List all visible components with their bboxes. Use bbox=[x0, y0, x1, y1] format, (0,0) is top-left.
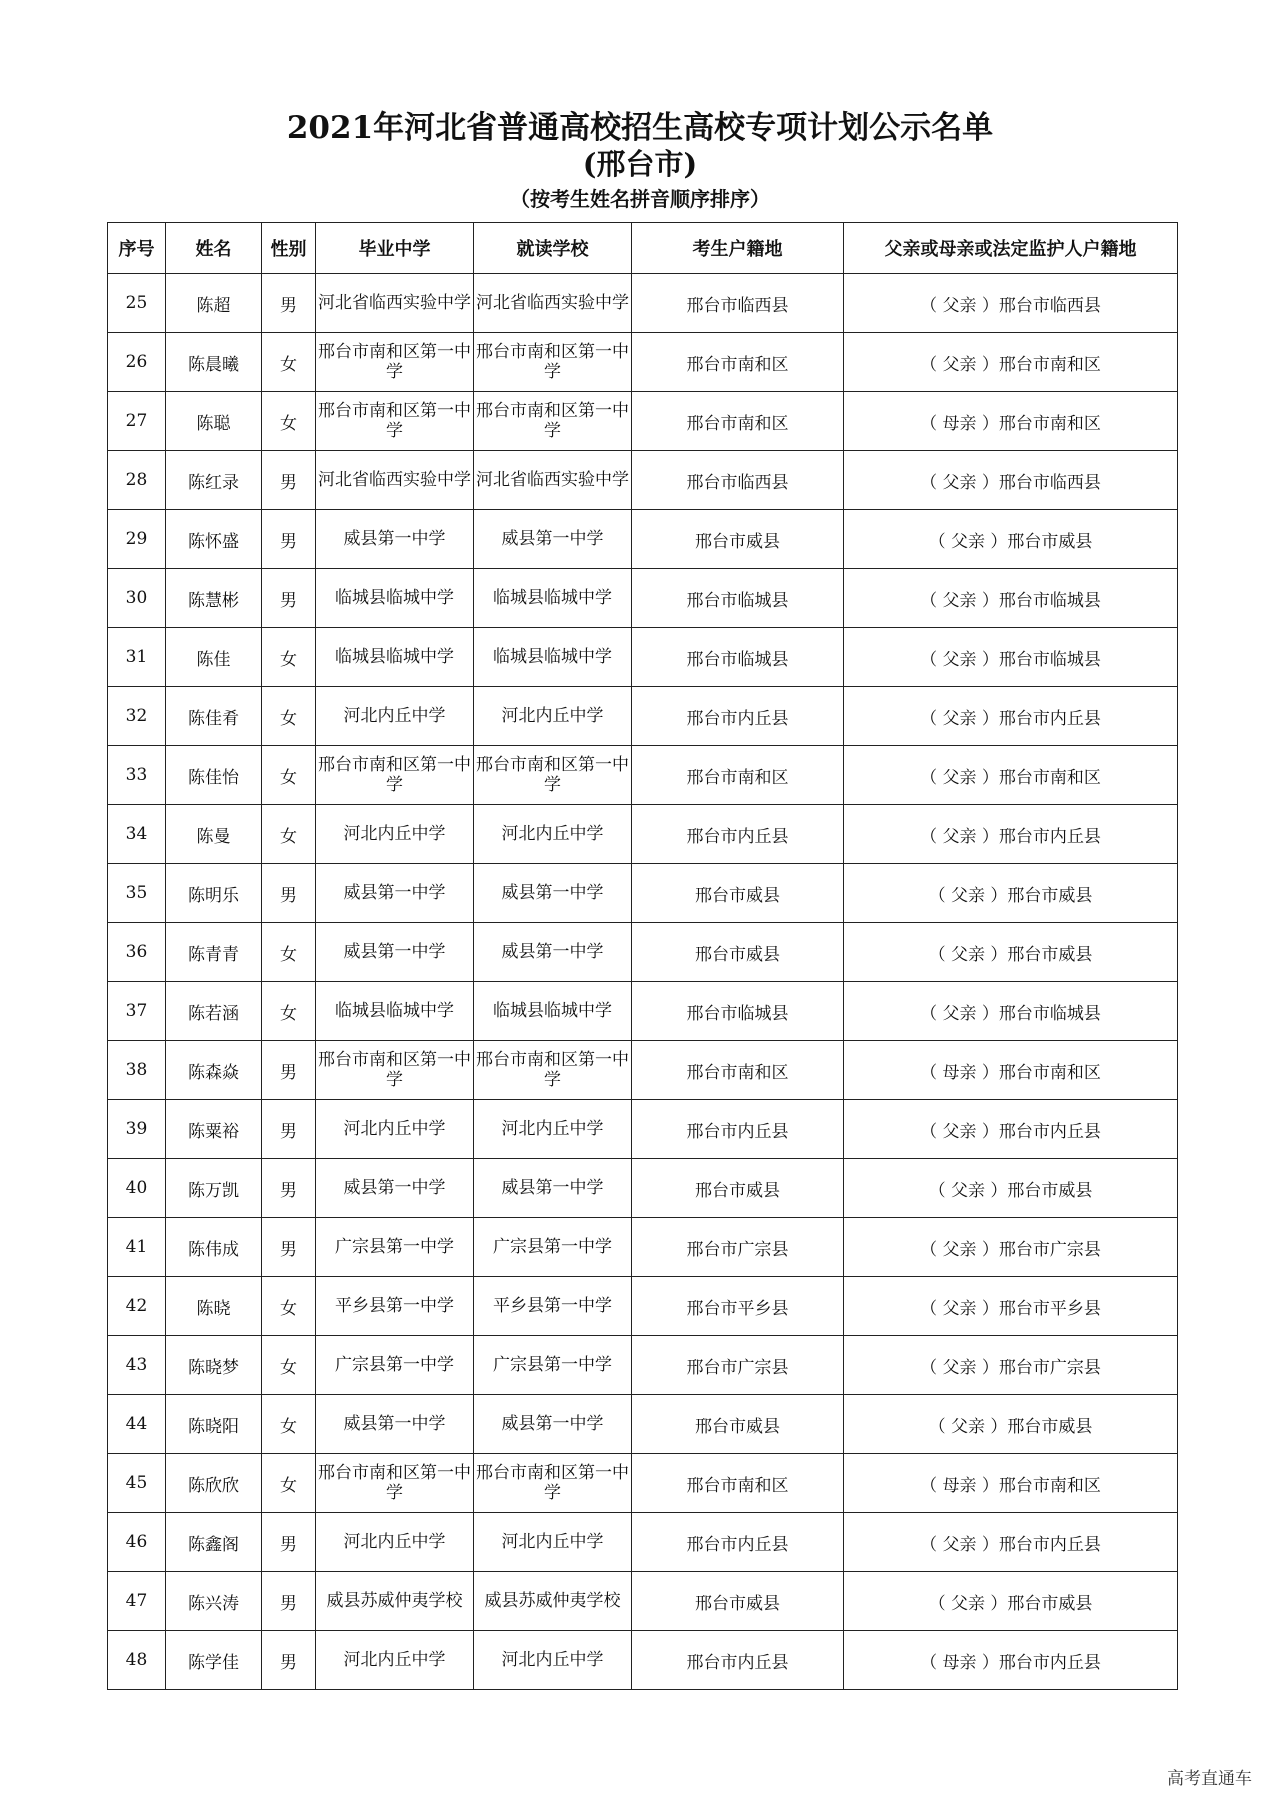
table-row bbox=[108, 864, 1178, 923]
cell-current-school: 河北内丘中学 bbox=[474, 1631, 632, 1690]
cell-index: 47 bbox=[108, 1572, 166, 1631]
cell-index: 29 bbox=[108, 510, 166, 569]
cell-guardian-residence: （ 父亲 ）邢台市内丘县 bbox=[844, 687, 1178, 746]
cell-current-school: 河北内丘中学 bbox=[474, 805, 632, 864]
cell-student-residence: 邢台市内丘县 bbox=[632, 1513, 844, 1572]
cell-index: 28 bbox=[108, 451, 166, 510]
cell-guardian-residence: （ 父亲 ）邢台市临西县 bbox=[844, 274, 1178, 333]
cell-current-school: 威县第一中学 bbox=[474, 510, 632, 569]
cell-index: 37 bbox=[108, 982, 166, 1041]
cell-gender: 女 bbox=[262, 746, 316, 805]
cell-student-residence: 邢台市内丘县 bbox=[632, 1631, 844, 1690]
table-header-row bbox=[108, 223, 1178, 274]
cell-gender: 女 bbox=[262, 687, 316, 746]
cell-graduated-school: 邢台市南和区第一中学 bbox=[316, 333, 474, 392]
cell-guardian-residence: （ 父亲 ）邢台市临城县 bbox=[844, 569, 1178, 628]
cell-current-school: 临城县临城中学 bbox=[474, 628, 632, 687]
cell-index: 34 bbox=[108, 805, 166, 864]
cell-student-residence: 邢台市南和区 bbox=[632, 1041, 844, 1100]
cell-student-residence: 邢台市内丘县 bbox=[632, 687, 844, 746]
cell-index: 36 bbox=[108, 923, 166, 982]
cell-gender: 女 bbox=[262, 392, 316, 451]
cell-graduated-school: 广宗县第一中学 bbox=[316, 1336, 474, 1395]
cell-student-residence: 邢台市临城县 bbox=[632, 628, 844, 687]
cell-guardian-residence: （ 父亲 ）邢台市广宗县 bbox=[844, 1336, 1178, 1395]
cell-graduated-school: 威县第一中学 bbox=[316, 1395, 474, 1454]
cell-current-school: 河北内丘中学 bbox=[474, 1513, 632, 1572]
cell-index: 46 bbox=[108, 1513, 166, 1572]
cell-name: 陈粟裕 bbox=[166, 1100, 262, 1159]
header-student-residence: 考生户籍地 bbox=[632, 223, 844, 274]
table-row bbox=[108, 923, 1178, 982]
table-row bbox=[108, 1572, 1178, 1631]
cell-gender: 男 bbox=[262, 569, 316, 628]
cell-gender: 男 bbox=[262, 1513, 316, 1572]
cell-guardian-residence: （ 父亲 ）邢台市临城县 bbox=[844, 628, 1178, 687]
cell-current-school: 广宗县第一中学 bbox=[474, 1336, 632, 1395]
cell-guardian-residence: （ 父亲 ）邢台市威县 bbox=[844, 923, 1178, 982]
table-row bbox=[108, 451, 1178, 510]
header-guardian-residence: 父亲或母亲或法定监护人户籍地 bbox=[844, 223, 1178, 274]
cell-guardian-residence: （ 父亲 ）邢台市威县 bbox=[844, 1159, 1178, 1218]
cell-current-school: 临城县临城中学 bbox=[474, 982, 632, 1041]
cell-gender: 女 bbox=[262, 805, 316, 864]
cell-index: 38 bbox=[108, 1041, 166, 1100]
cell-guardian-residence: （ 母亲 ）邢台市南和区 bbox=[844, 1454, 1178, 1513]
cell-current-school: 河北省临西实验中学 bbox=[474, 451, 632, 510]
cell-graduated-school: 邢台市南和区第一中学 bbox=[316, 746, 474, 805]
cell-guardian-residence: （ 母亲 ）邢台市内丘县 bbox=[844, 1631, 1178, 1690]
cell-student-residence: 邢台市南和区 bbox=[632, 333, 844, 392]
cell-guardian-residence: （ 父亲 ）邢台市威县 bbox=[844, 1572, 1178, 1631]
cell-name: 陈兴涛 bbox=[166, 1572, 262, 1631]
header-gender: 性别 bbox=[262, 223, 316, 274]
cell-guardian-residence: （ 父亲 ）邢台市南和区 bbox=[844, 333, 1178, 392]
cell-index: 30 bbox=[108, 569, 166, 628]
cell-student-residence: 邢台市临西县 bbox=[632, 274, 844, 333]
sort-note: （按考生姓名拼音顺序排序） bbox=[510, 187, 770, 211]
table-row bbox=[108, 1218, 1178, 1277]
cell-gender: 女 bbox=[262, 1454, 316, 1513]
cell-graduated-school: 临城县临城中学 bbox=[316, 569, 474, 628]
cell-student-residence: 邢台市威县 bbox=[632, 1572, 844, 1631]
cell-guardian-residence: （ 父亲 ）邢台市威县 bbox=[844, 1395, 1178, 1454]
cell-index: 26 bbox=[108, 333, 166, 392]
cell-student-residence: 邢台市威县 bbox=[632, 1395, 844, 1454]
cell-name: 陈晓 bbox=[166, 1277, 262, 1336]
cell-guardian-residence: （ 父亲 ）邢台市内丘县 bbox=[844, 1513, 1178, 1572]
cell-gender: 男 bbox=[262, 1631, 316, 1690]
cell-index: 43 bbox=[108, 1336, 166, 1395]
cell-name: 陈佳肴 bbox=[166, 687, 262, 746]
table-row bbox=[108, 1336, 1178, 1395]
cell-index: 25 bbox=[108, 274, 166, 333]
cell-graduated-school: 河北内丘中学 bbox=[316, 1513, 474, 1572]
table-row bbox=[108, 687, 1178, 746]
cell-name: 陈鑫阁 bbox=[166, 1513, 262, 1572]
cell-student-residence: 邢台市威县 bbox=[632, 864, 844, 923]
cell-name: 陈若涵 bbox=[166, 982, 262, 1041]
cell-name: 陈学佳 bbox=[166, 1631, 262, 1690]
cell-student-residence: 邢台市平乡县 bbox=[632, 1277, 844, 1336]
cell-index: 42 bbox=[108, 1277, 166, 1336]
table-row bbox=[108, 274, 1178, 333]
cell-gender: 女 bbox=[262, 982, 316, 1041]
cell-index: 39 bbox=[108, 1100, 166, 1159]
cell-current-school: 邢台市南和区第一中学 bbox=[474, 392, 632, 451]
cell-current-school: 河北内丘中学 bbox=[474, 1100, 632, 1159]
header-name: 姓名 bbox=[166, 223, 262, 274]
cell-graduated-school: 威县第一中学 bbox=[316, 510, 474, 569]
cell-index: 45 bbox=[108, 1454, 166, 1513]
cell-name: 陈慧彬 bbox=[166, 569, 262, 628]
cell-index: 35 bbox=[108, 864, 166, 923]
table-row bbox=[108, 1159, 1178, 1218]
cell-student-residence: 邢台市广宗县 bbox=[632, 1218, 844, 1277]
cell-graduated-school: 临城县临城中学 bbox=[316, 628, 474, 687]
cell-guardian-residence: （ 父亲 ）邢台市威县 bbox=[844, 510, 1178, 569]
cell-gender: 男 bbox=[262, 1218, 316, 1277]
cell-guardian-residence: （ 父亲 ）邢台市临西县 bbox=[844, 451, 1178, 510]
cell-graduated-school: 威县第一中学 bbox=[316, 923, 474, 982]
cell-index: 40 bbox=[108, 1159, 166, 1218]
cell-guardian-residence: （ 母亲 ）邢台市南和区 bbox=[844, 1041, 1178, 1100]
cell-student-residence: 邢台市广宗县 bbox=[632, 1336, 844, 1395]
cell-guardian-residence: （ 父亲 ）邢台市南和区 bbox=[844, 746, 1178, 805]
cell-current-school: 临城县临城中学 bbox=[474, 569, 632, 628]
cell-current-school: 河北省临西实验中学 bbox=[474, 274, 632, 333]
cell-current-school: 威县第一中学 bbox=[474, 864, 632, 923]
cell-current-school: 邢台市南和区第一中学 bbox=[474, 746, 632, 805]
table-row bbox=[108, 1277, 1178, 1336]
cell-index: 31 bbox=[108, 628, 166, 687]
table-row bbox=[108, 333, 1178, 392]
cell-guardian-residence: （ 父亲 ）邢台市平乡县 bbox=[844, 1277, 1178, 1336]
cell-guardian-residence: （ 父亲 ）邢台市临城县 bbox=[844, 982, 1178, 1041]
cell-name: 陈青青 bbox=[166, 923, 262, 982]
cell-current-school: 威县第一中学 bbox=[474, 923, 632, 982]
cell-name: 陈晓梦 bbox=[166, 1336, 262, 1395]
cell-gender: 男 bbox=[262, 274, 316, 333]
cell-guardian-residence: （ 父亲 ）邢台市威县 bbox=[844, 864, 1178, 923]
cell-gender: 女 bbox=[262, 1336, 316, 1395]
cell-graduated-school: 河北省临西实验中学 bbox=[316, 274, 474, 333]
cell-current-school: 邢台市南和区第一中学 bbox=[474, 1041, 632, 1100]
table-row bbox=[108, 392, 1178, 451]
cell-student-residence: 邢台市临城县 bbox=[632, 569, 844, 628]
cell-name: 陈森焱 bbox=[166, 1041, 262, 1100]
cell-gender: 男 bbox=[262, 1572, 316, 1631]
cell-student-residence: 邢台市内丘县 bbox=[632, 1100, 844, 1159]
cell-graduated-school: 威县第一中学 bbox=[316, 1159, 474, 1218]
cell-current-school: 邢台市南和区第一中学 bbox=[474, 1454, 632, 1513]
cell-gender: 女 bbox=[262, 1277, 316, 1336]
cell-graduated-school: 河北内丘中学 bbox=[316, 1100, 474, 1159]
cell-name: 陈佳怡 bbox=[166, 746, 262, 805]
cell-gender: 男 bbox=[262, 864, 316, 923]
table-row bbox=[108, 569, 1178, 628]
cell-graduated-school: 河北内丘中学 bbox=[316, 805, 474, 864]
cell-graduated-school: 河北省临西实验中学 bbox=[316, 451, 474, 510]
table-row bbox=[108, 1513, 1178, 1572]
cell-student-residence: 邢台市威县 bbox=[632, 923, 844, 982]
cell-name: 陈红录 bbox=[166, 451, 262, 510]
document-subtitle: (邢台市) bbox=[582, 147, 698, 181]
cell-name: 陈曼 bbox=[166, 805, 262, 864]
cell-name: 陈超 bbox=[166, 274, 262, 333]
table-row bbox=[108, 628, 1178, 687]
cell-index: 33 bbox=[108, 746, 166, 805]
cell-graduated-school: 河北内丘中学 bbox=[316, 1631, 474, 1690]
cell-gender: 女 bbox=[262, 333, 316, 392]
cell-gender: 男 bbox=[262, 1159, 316, 1218]
header-graduated-school: 毕业中学 bbox=[316, 223, 474, 274]
cell-name: 陈明乐 bbox=[166, 864, 262, 923]
cell-name: 陈佳 bbox=[166, 628, 262, 687]
cell-graduated-school: 河北内丘中学 bbox=[316, 687, 474, 746]
cell-current-school: 河北内丘中学 bbox=[474, 687, 632, 746]
cell-index: 27 bbox=[108, 392, 166, 451]
cell-name: 陈怀盛 bbox=[166, 510, 262, 569]
table-body bbox=[108, 274, 1178, 1690]
cell-name: 陈伟成 bbox=[166, 1218, 262, 1277]
cell-guardian-residence: （ 父亲 ）邢台市广宗县 bbox=[844, 1218, 1178, 1277]
cell-gender: 男 bbox=[262, 1100, 316, 1159]
cell-graduated-school: 临城县临城中学 bbox=[316, 982, 474, 1041]
header-index: 序号 bbox=[108, 223, 166, 274]
table-row bbox=[108, 510, 1178, 569]
cell-current-school: 威县苏威仲夷学校 bbox=[474, 1572, 632, 1631]
cell-name: 陈欣欣 bbox=[166, 1454, 262, 1513]
cell-student-residence: 邢台市威县 bbox=[632, 1159, 844, 1218]
cell-gender: 女 bbox=[262, 923, 316, 982]
cell-graduated-school: 邢台市南和区第一中学 bbox=[316, 1454, 474, 1513]
cell-index: 48 bbox=[108, 1631, 166, 1690]
cell-name: 陈晓阳 bbox=[166, 1395, 262, 1454]
cell-gender: 男 bbox=[262, 1041, 316, 1100]
cell-gender: 女 bbox=[262, 628, 316, 687]
cell-student-residence: 邢台市南和区 bbox=[632, 1454, 844, 1513]
cell-graduated-school: 平乡县第一中学 bbox=[316, 1277, 474, 1336]
cell-graduated-school: 广宗县第一中学 bbox=[316, 1218, 474, 1277]
header-current-school: 就读学校 bbox=[474, 223, 632, 274]
cell-index: 44 bbox=[108, 1395, 166, 1454]
cell-graduated-school: 威县第一中学 bbox=[316, 864, 474, 923]
cell-graduated-school: 邢台市南和区第一中学 bbox=[316, 392, 474, 451]
cell-student-residence: 邢台市临西县 bbox=[632, 451, 844, 510]
cell-guardian-residence: （ 父亲 ）邢台市内丘县 bbox=[844, 1100, 1178, 1159]
cell-student-residence: 邢台市南和区 bbox=[632, 392, 844, 451]
table-row bbox=[108, 746, 1178, 805]
cell-name: 陈晨曦 bbox=[166, 333, 262, 392]
cell-current-school: 威县第一中学 bbox=[474, 1395, 632, 1454]
cell-student-residence: 邢台市威县 bbox=[632, 510, 844, 569]
cell-graduated-school: 邢台市南和区第一中学 bbox=[316, 1041, 474, 1100]
cell-graduated-school: 威县苏威仲夷学校 bbox=[316, 1572, 474, 1631]
cell-gender: 男 bbox=[262, 451, 316, 510]
cell-current-school: 广宗县第一中学 bbox=[474, 1218, 632, 1277]
table-row bbox=[108, 805, 1178, 864]
cell-student-residence: 邢台市南和区 bbox=[632, 746, 844, 805]
table-row bbox=[108, 1100, 1178, 1159]
cell-student-residence: 邢台市临城县 bbox=[632, 982, 844, 1041]
cell-gender: 男 bbox=[262, 510, 316, 569]
cell-guardian-residence: （ 母亲 ）邢台市南和区 bbox=[844, 392, 1178, 451]
cell-index: 32 bbox=[108, 687, 166, 746]
document-title: 2021年河北省普通高校招生高校专项计划公示名单 bbox=[286, 110, 994, 146]
table-row bbox=[108, 982, 1178, 1041]
cell-current-school: 邢台市南和区第一中学 bbox=[474, 333, 632, 392]
cell-name: 陈聪 bbox=[166, 392, 262, 451]
table-row bbox=[108, 1631, 1178, 1690]
roster-table bbox=[107, 222, 1178, 1690]
table-row bbox=[108, 1395, 1178, 1454]
table-row bbox=[108, 1041, 1178, 1100]
watermark: 高考直通车 bbox=[1167, 1769, 1252, 1789]
cell-name: 陈万凯 bbox=[166, 1159, 262, 1218]
cell-current-school: 威县第一中学 bbox=[474, 1159, 632, 1218]
cell-student-residence: 邢台市内丘县 bbox=[632, 805, 844, 864]
table-row bbox=[108, 1454, 1178, 1513]
cell-current-school: 平乡县第一中学 bbox=[474, 1277, 632, 1336]
cell-guardian-residence: （ 父亲 ）邢台市内丘县 bbox=[844, 805, 1178, 864]
cell-gender: 女 bbox=[262, 1395, 316, 1454]
cell-index: 41 bbox=[108, 1218, 166, 1277]
